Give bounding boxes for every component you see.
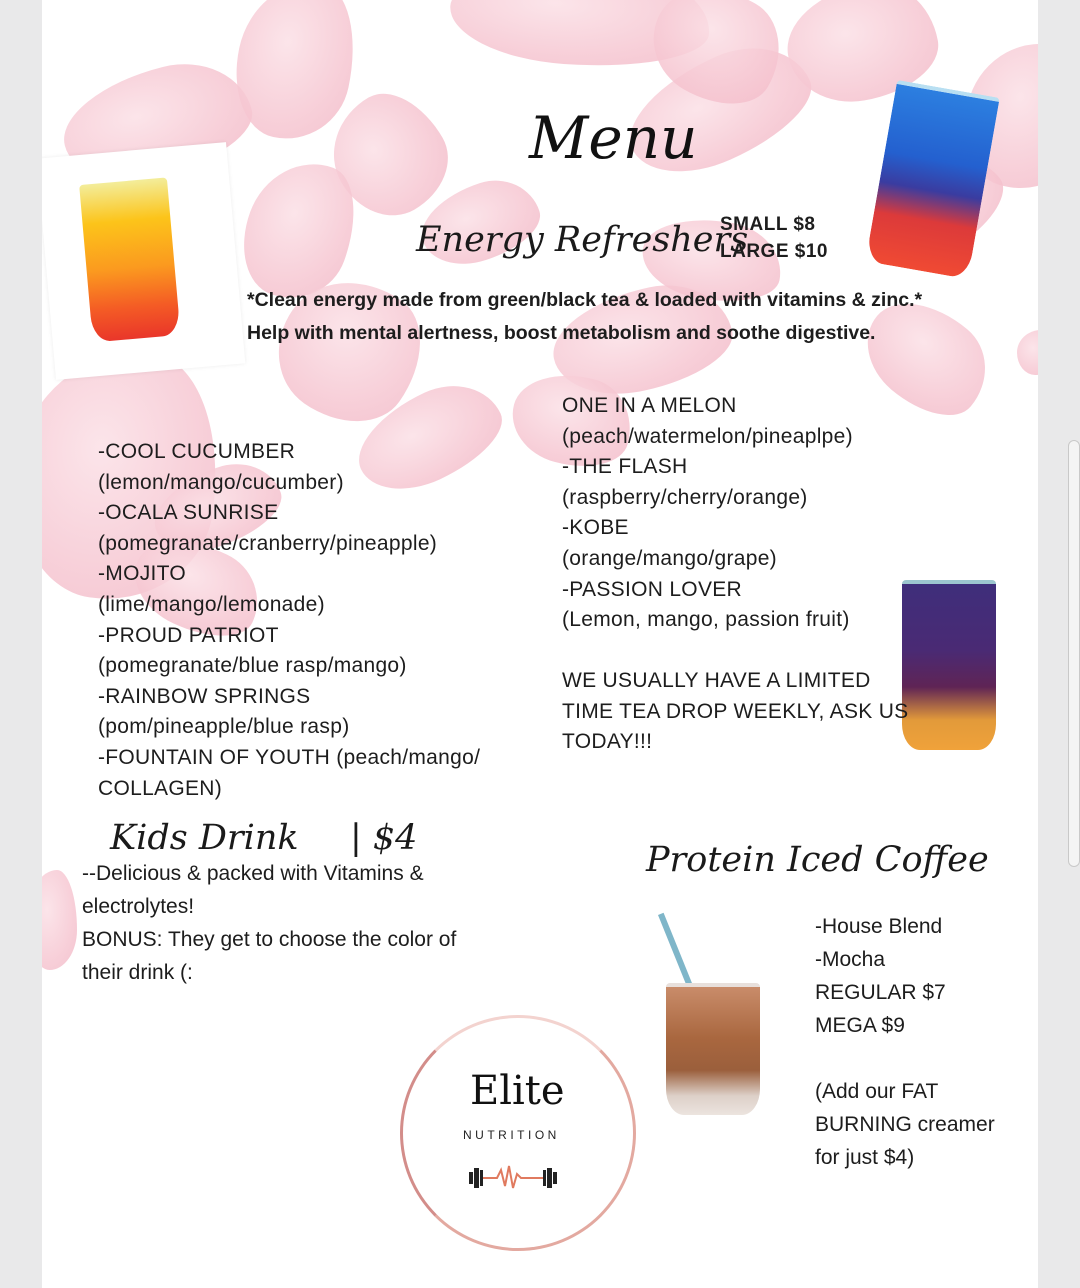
coffee-line: for just $4) <box>815 1146 915 1169</box>
note-line: TIME TEA DROP WEEKLY, ASK US <box>562 699 909 723</box>
petal-decoration <box>1017 330 1038 375</box>
page-title: Menu <box>529 104 698 172</box>
purple-orange-drink-icon <box>902 580 998 748</box>
list-item: (lemon/mango/cucumber) <box>98 470 344 494</box>
list-item: (pomegranate/cranberry/pineapple) <box>98 531 438 555</box>
list-item: COLLAGEN) <box>98 776 223 800</box>
note-line: TODAY!!! <box>562 730 653 754</box>
list-item: -FOUNTAIN OF YOUTH (peach/mango/ <box>98 745 481 769</box>
logo-subtitle: NUTRITION <box>463 1128 560 1142</box>
kids-drink-price: | $4 <box>350 818 418 858</box>
orange-drink-icon <box>42 142 245 380</box>
protein-coffee-heading: Protein Iced Coffee <box>646 840 989 880</box>
list-item: -MOJITO <box>98 562 187 586</box>
kids-drink-heading: Kids Drink <box>110 818 299 858</box>
list-item: (peach/watermelon/pineaplpe) <box>562 424 853 448</box>
coffee-line: BURNING creamer <box>815 1113 995 1136</box>
list-item: -PASSION LOVER <box>562 577 743 601</box>
list-item: (lime/mango/lemonade) <box>98 592 325 616</box>
coffee-line: MEGA $9 <box>815 1014 905 1037</box>
large-price: LARGE $10 <box>720 241 828 262</box>
coffee-line <box>815 1042 995 1075</box>
list-item: -THE FLASH <box>562 455 688 479</box>
list-item: -PROUD PATRIOT <box>98 623 279 647</box>
iced-coffee-icon <box>652 915 772 1115</box>
kids-line: their drink (: <box>82 961 193 984</box>
energy-left-list <box>98 437 480 804</box>
scrollbar[interactable] <box>1068 440 1080 867</box>
coffee-line: -Mocha <box>815 948 886 971</box>
blue-red-drink-icon <box>864 80 1005 286</box>
list-item: (orange/mango/grape) <box>562 546 777 570</box>
coffee-line: REGULAR $7 <box>815 981 946 1004</box>
energy-refreshers-heading: Energy Refreshers <box>416 220 749 260</box>
kids-line: BONUS: They get to choose the color of <box>82 928 457 951</box>
list-item: (pomegranate/blue rasp/mango) <box>98 654 407 678</box>
protein-coffee-list <box>815 910 995 1174</box>
list-item: -OCALA SUNRISE <box>98 501 279 525</box>
limited-tea-note <box>562 666 908 758</box>
list-item: ONE IN A MELON <box>562 394 737 417</box>
list-item: (pom/pineapple/blue rasp) <box>98 715 350 739</box>
energy-description: *Clean energy made from green/black tea & loaded with vitamins & zinc.* Help with mental alertness, boost metabolism and soothe digestive. <box>247 289 923 344</box>
kids-drink-description <box>82 857 502 989</box>
list-item: -COOL CUCUMBER <box>98 440 296 463</box>
dumbbell-heartbeat-icon <box>467 1162 559 1194</box>
small-price: SMALL $8 <box>720 214 816 235</box>
kids-line: electrolytes! <box>82 895 195 918</box>
list-item: -KOBE <box>562 516 629 540</box>
coffee-line: -House Blend <box>815 915 943 938</box>
coffee-line: (Add our FAT <box>815 1080 939 1103</box>
list-item: -RAINBOW SPRINGS <box>98 684 311 708</box>
list-item: (raspberry/cherry/orange) <box>562 485 808 509</box>
kids-line: --Delicious & packed with Vitamins & <box>82 862 424 885</box>
list-item: (Lemon, mango, passion fruit) <box>562 608 850 632</box>
energy-right-list <box>562 391 853 636</box>
logo-name: Elite <box>470 1068 565 1114</box>
petal-decoration <box>42 870 77 970</box>
note-line: WE USUALLY HAVE A LIMITED <box>562 669 871 692</box>
menu-page <box>42 0 1038 1288</box>
